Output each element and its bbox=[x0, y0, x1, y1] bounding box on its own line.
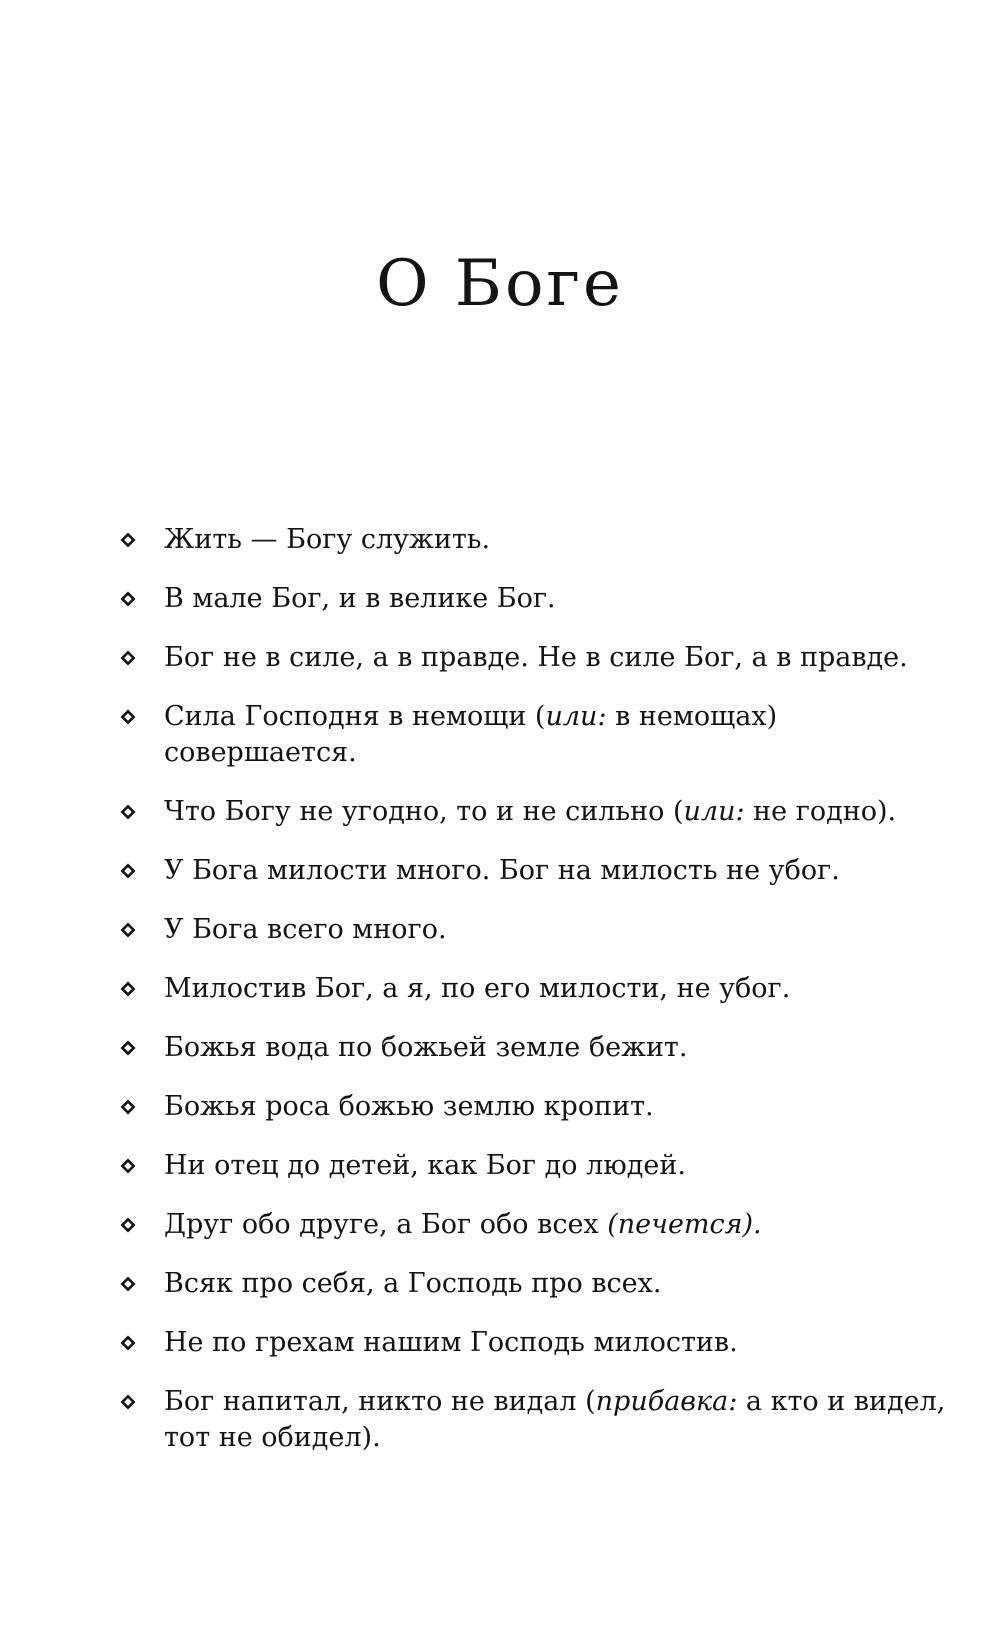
proverb-text: Всяк про себя, а Господь про всех. bbox=[164, 1268, 662, 1299]
diamond-bullet-icon bbox=[120, 1394, 136, 1410]
proverb-text: Бог напитал, никто не видал ( bbox=[164, 1386, 596, 1417]
proverb-text: В мале Бог, и в велике Бог. bbox=[164, 583, 556, 614]
proverb-text: Друг обо друге, а Бог обо всех bbox=[164, 1209, 608, 1240]
proverb-text: Что Богу не угодно, то и не сильно ( bbox=[164, 796, 684, 827]
list-item bbox=[118, 794, 958, 830]
list-item bbox=[118, 640, 958, 676]
list-item bbox=[118, 1384, 958, 1456]
diamond-bullet-icon bbox=[120, 981, 136, 997]
page-title: О Боге bbox=[376, 247, 624, 321]
list-item bbox=[118, 522, 958, 558]
proverb-text: У Бога всего много. bbox=[164, 914, 447, 945]
diamond-bullet-icon bbox=[120, 532, 136, 548]
proverb-variant-label: или: bbox=[545, 701, 607, 732]
diamond-bullet-icon bbox=[120, 863, 136, 879]
diamond-bullet-icon bbox=[120, 1276, 136, 1292]
list-item bbox=[118, 1325, 958, 1361]
list-item bbox=[118, 971, 958, 1007]
diamond-bullet-icon bbox=[120, 804, 136, 820]
proverb-addition: (печется). bbox=[607, 1209, 762, 1240]
diamond-bullet-icon bbox=[120, 1335, 136, 1351]
proverb-list bbox=[118, 522, 958, 1479]
diamond-bullet-icon bbox=[120, 1099, 136, 1115]
proverb-text: Сила Господня в немощи ( bbox=[164, 701, 546, 732]
list-item bbox=[118, 853, 958, 889]
list-item bbox=[118, 1089, 958, 1125]
list-item bbox=[118, 1207, 958, 1243]
list-item bbox=[118, 1266, 958, 1302]
diamond-bullet-icon bbox=[120, 591, 136, 607]
proverb-text: Жить — Богу служить. bbox=[164, 524, 491, 555]
proverb-text: Божья вода по божьей земле бежит. bbox=[164, 1032, 688, 1063]
proverb-text: Не по грехам нашим Господь милостив. bbox=[164, 1327, 738, 1358]
diamond-bullet-icon bbox=[120, 709, 136, 725]
proverb-text: а кто и видел, тот не обидел). bbox=[164, 1386, 946, 1453]
proverb-text: Божья роса божью землю кропит. bbox=[164, 1091, 654, 1122]
diamond-bullet-icon bbox=[120, 922, 136, 938]
proverb-variant-label: или: bbox=[683, 796, 745, 827]
diamond-bullet-icon bbox=[120, 650, 136, 666]
list-item bbox=[118, 1148, 958, 1184]
proverb-text: Бог не в силе, а в правде. Не в силе Бог, а в правде. bbox=[164, 642, 908, 673]
list-item bbox=[118, 912, 958, 948]
proverb-text: У Бога милости много. Бог на милость не убог. bbox=[164, 855, 840, 886]
proverb-text: Милостив Бог, а я, по его милости, не убог. bbox=[164, 973, 791, 1004]
list-item bbox=[118, 1030, 958, 1066]
proverb-text: не годно). bbox=[744, 796, 897, 827]
proverb-variant-label: прибавка: bbox=[595, 1386, 738, 1417]
list-item bbox=[118, 581, 958, 617]
proverb-text: в немощах) совершается. bbox=[164, 701, 778, 768]
proverb-text: Ни отец до детей, как Бог до людей. bbox=[164, 1150, 686, 1181]
diamond-bullet-icon bbox=[120, 1158, 136, 1174]
diamond-bullet-icon bbox=[120, 1217, 136, 1233]
diamond-bullet-icon bbox=[120, 1040, 136, 1056]
list-item bbox=[118, 699, 958, 771]
